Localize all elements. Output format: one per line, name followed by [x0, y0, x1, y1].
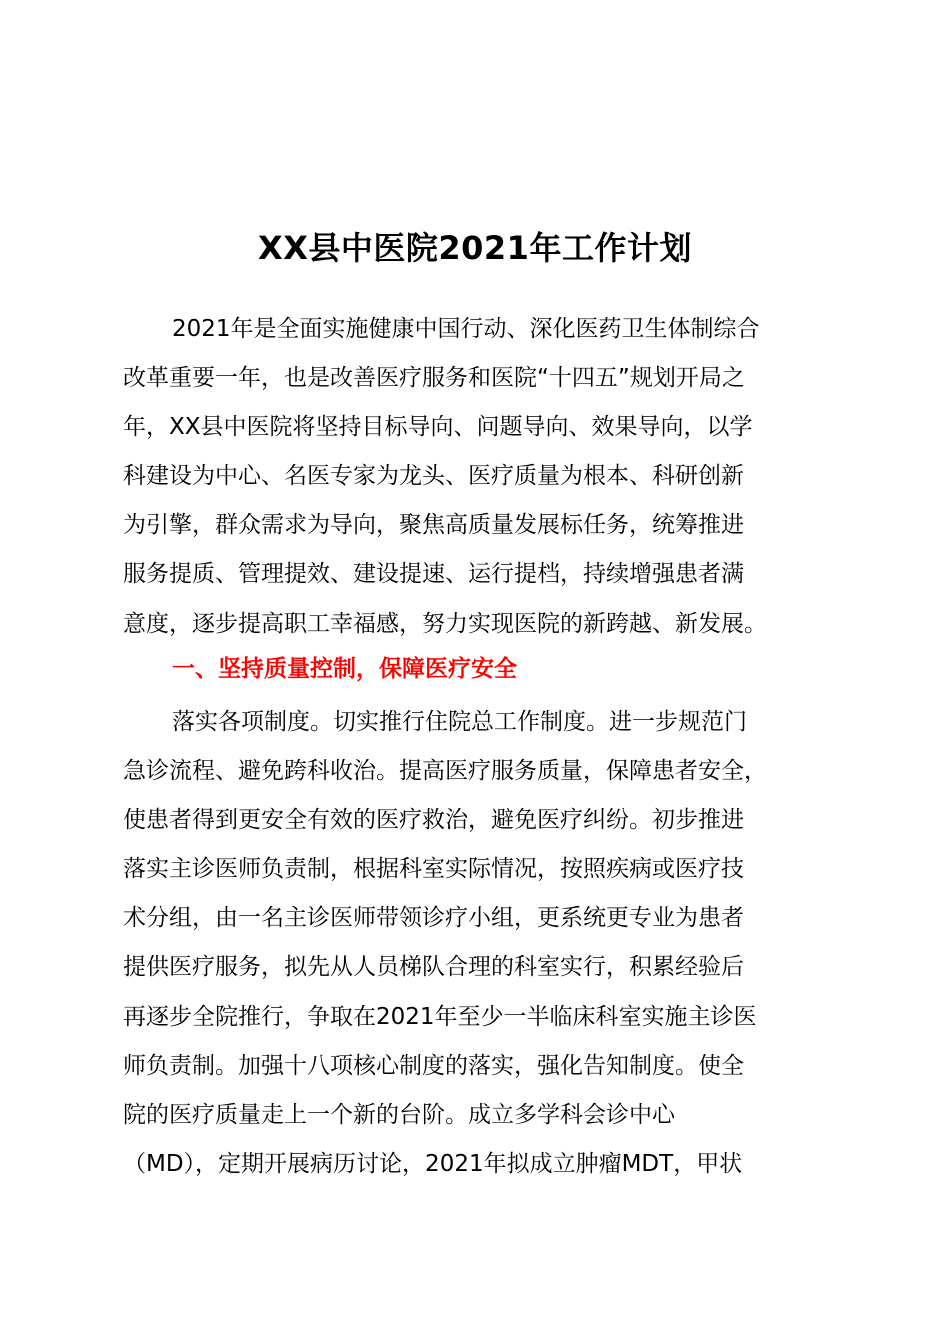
document-title: XX县中医院2021年工作计划 — [258, 229, 692, 267]
section-line: 提供医疗服务，拟先从人员梯队合理的科室实行，积累经验后 — [123, 954, 744, 981]
section-line: 落实主诊医师负责制，根据科室实际情况，按照疾病或医疗技 — [123, 856, 744, 883]
section-line: 急诊流程、避免跨科收治。提高医疗服务质量，保障患者安全， — [123, 758, 767, 785]
section-heading: 一、坚持质量控制，保障医疗安全 — [172, 656, 517, 682]
section-line: 使患者得到更安全有效的医疗救治，避免医疗纠纷。初步推进 — [123, 807, 744, 834]
intro-line: 2021年是全面实施健康中国行动、深化医药卫生体制综合 — [172, 316, 760, 342]
intro-paragraph — [123, 305, 843, 649]
section-line: 术分组，由一名主诊医师带领诊疗小组，更系统更专业为患者 — [123, 905, 744, 932]
section-line: 师负责制。加强十八项核心制度的落实，强化告知制度。使全 — [123, 1052, 744, 1079]
section-line: （MD），定期开展病历讨论，2021年拟成立肿瘤MDT，甲状 — [123, 1150, 743, 1177]
section-line: 落实各项制度。切实推行住院总工作制度。进一步规范门 — [172, 709, 747, 735]
intro-line: 意度，逐步提高职工幸福感，努力实现医院的新跨越、新发展。 — [123, 610, 767, 637]
intro-line: 年，XX县中医院将坚持目标导向、问题导向、效果导向，以学 — [123, 414, 753, 441]
intro-line: 服务提质、管理提效、建设提速、运行提档，持续增强患者满 — [123, 561, 744, 588]
intro-line: 改革重要一年，也是改善医疗服务和医院“十四五”规划开局之 — [123, 365, 745, 392]
section-line: 再逐步全院推行，争取在2021年至少一半临床科室实施主诊医 — [123, 1003, 757, 1030]
section-paragraph — [123, 698, 843, 1189]
intro-line: 科建设为中心、名医专家为龙头、医疗质量为根本、科研创新 — [123, 463, 744, 490]
section-line: 院的医疗质量走上一个新的台阶。成立多学科会诊中心 — [123, 1101, 675, 1128]
intro-line: 为引擎，群众需求为导向，聚焦高质量发展标任务，统筹推进 — [123, 512, 744, 539]
